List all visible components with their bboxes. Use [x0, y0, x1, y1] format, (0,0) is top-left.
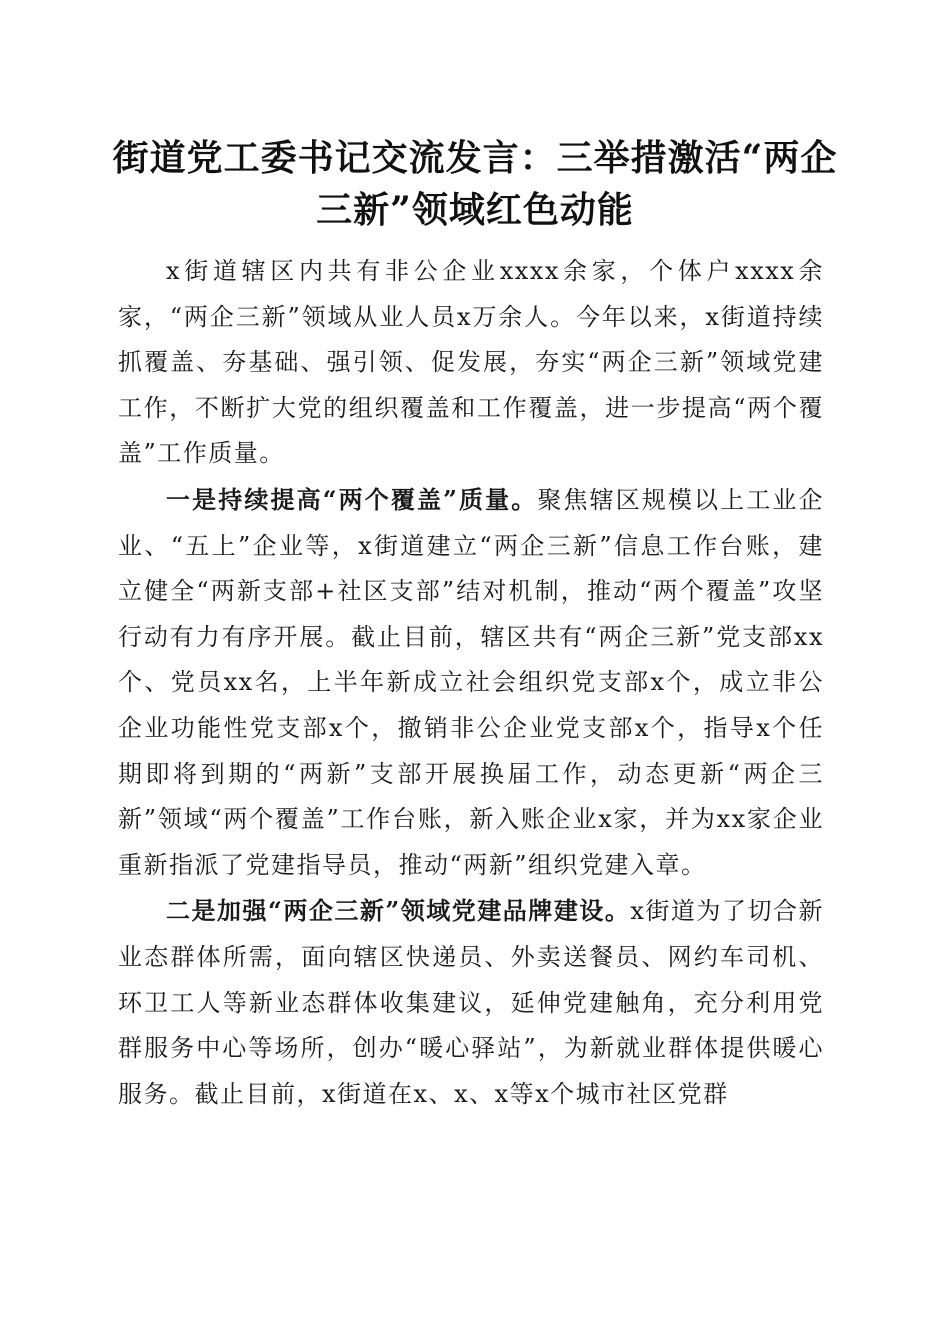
paragraph-lead: 二是加强“两企三新”领域党建品牌建设。 — [166, 896, 631, 926]
paragraph-text: x街道为了切合新业态群体所需，面向辖区快递员、外卖送餐员、网约车司机、环卫工人等新业态群体收集建议，延伸党建触角，充分利用党群服务中心等场所，创办“暖心驿站”，为新就业群体提供暖心服务。截止目前，x街道在x、x、x等x个城市社区党群 — [118, 897, 824, 1108]
paragraph-text: 聚焦辖区规模以上工业企业、“五上”企业等，x街道建立“两企三新”信息工作台账，建立健全“两新支部+社区支部”结对机制，推动“两个覆盖”攻坚行动有力有序开展。截止目前，辖区共有“两企三新”党支部xx个、党员xx名，上半年新成立社会组织党支部x个，成立非公企业功能性党支部x个，撤销非公企业党支部x个，指导x个任期即将到期的“两新”支部开展换届工作，动态更新“两企三新”领域“两个覆盖”工作台账，新入账企业x家，并为xx家企业重新指派了党建指导员，推动“两新”组织党建入章。 — [118, 485, 824, 879]
paragraph-measure-2 — [118, 888, 824, 1117]
paragraph-intro — [118, 248, 824, 477]
document-body — [118, 248, 824, 1117]
paragraph-lead: 一是持续提高“两个覆盖”质量。 — [166, 484, 538, 514]
paragraph-text: x街道辖区内共有非公企业xxxx余家，个体户xxxx余家，“两企三新”领域从业人员x万余人。今年以来，x街道持续抓覆盖、夯基础、强引领、促发展，夯实“两企三新”领域党建工作，不断扩大党的组织覆盖和工作覆盖，进一步提高“两个覆盖”工作质量。 — [118, 257, 824, 468]
document-title — [110, 132, 840, 236]
paragraph-measure-1 — [118, 477, 824, 888]
title-line-1: 街道党工委书记交流发言：三举措激活“两企 — [112, 137, 838, 179]
title-line-2: 三新”领域红色动能 — [316, 189, 634, 231]
